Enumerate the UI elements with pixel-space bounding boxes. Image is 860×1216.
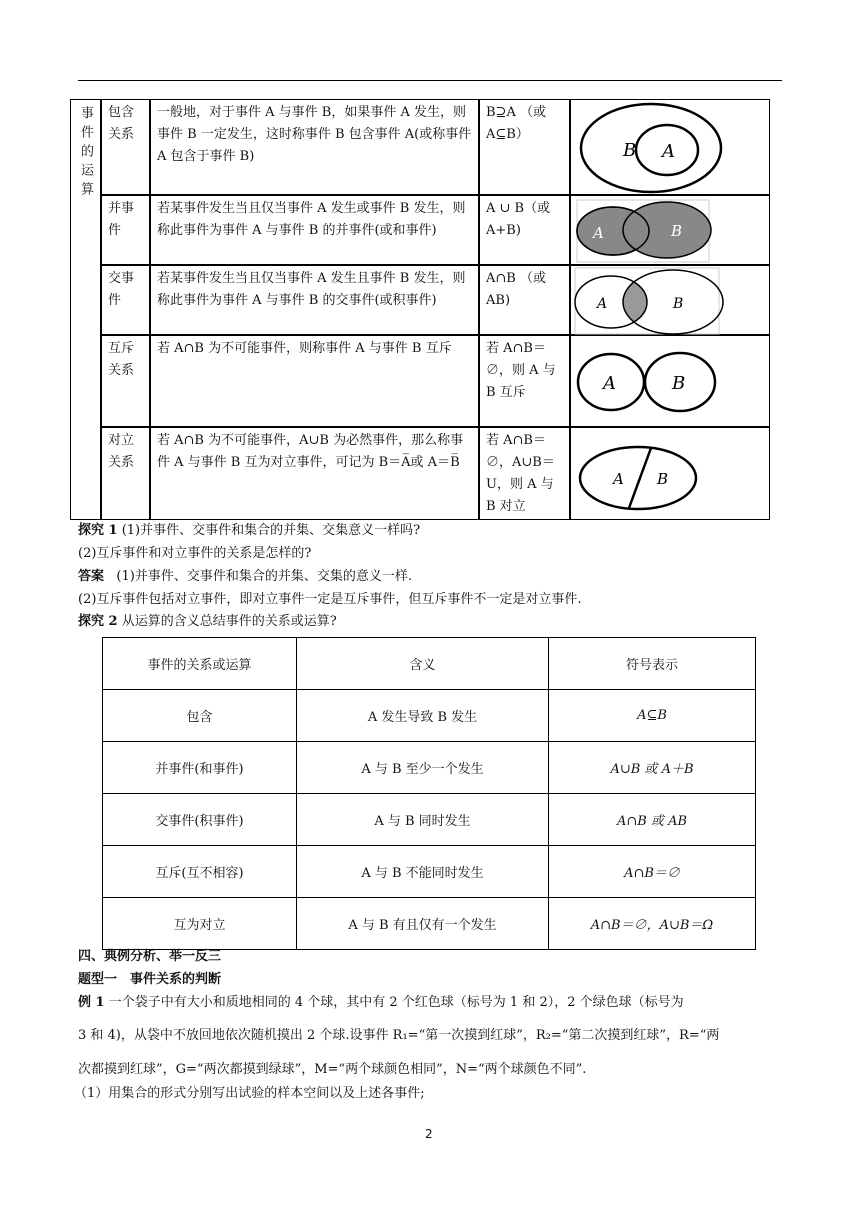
table-cell: A∪B 或 A＋B [549, 742, 756, 794]
table-cell: A 与 B 不能同时发生 [297, 846, 549, 898]
row-name: 并事件 [101, 195, 150, 265]
table-cell: 包含 [103, 690, 297, 742]
example1-line1 [78, 992, 684, 1014]
table-cell: A 与 B 至少一个发生 [297, 742, 549, 794]
example1-text1: 一个袋子中有大小和质地相同的 4 个球，其中有 2 个红色球（标号为 1 和 2），2 个绿色球（标号为 [108, 995, 684, 1010]
header-rule [78, 80, 782, 81]
venn-label: B [657, 470, 669, 488]
table-cell: A 发生导致 B 发生 [297, 690, 549, 742]
table-cell: A∩B 或 AB [549, 794, 756, 846]
row-symbol: B⊇A （或 A⊆B） [479, 99, 570, 195]
table-cell: 互为对立 [103, 898, 297, 950]
group-label: 事件的运算 [70, 99, 101, 520]
venn-intersection [570, 265, 770, 335]
example1-line2: 3 和 4)，从袋中不放回地依次随机摸出 2 个球.设事件 R₁=“第一次摸到红球”，R₂=“第二次摸到红球”，R=“两 [78, 1028, 720, 1043]
table-cell: A 与 B 同时发生 [297, 794, 549, 846]
table-cell: A∩B＝∅ [549, 846, 756, 898]
venn-label: B [671, 222, 683, 240]
row-symbol: A ∪ B（或 A+B) [479, 195, 570, 265]
row-name: 对立关系 [101, 427, 150, 520]
table-cell: A∩B＝∅，A∪B＝Ω [549, 898, 756, 950]
explore1-line1 [78, 520, 420, 542]
venn-label: A [597, 296, 608, 312]
row-symbol: A∩B （或 AB) [479, 265, 570, 335]
row-definition: 若某事件发生当且仅当事件 A 发生且事件 B 发生，则称此事件为事件 A 与事件 B 的交事件(或积事件) [150, 265, 479, 335]
header-cell: 事件的关系或运算 [103, 638, 297, 690]
venn-label: A [662, 141, 675, 162]
answer-1: (1)并事件、交事件和集合的并集、交集的意义一样. [116, 569, 412, 584]
table-cell: 互斥(互不相容) [103, 846, 297, 898]
table-row [103, 690, 756, 742]
header-cell: 符号表示 [549, 638, 756, 690]
answer-label: 答案 [78, 569, 105, 584]
venn-label: B [672, 373, 686, 394]
venn-complementary [570, 427, 770, 520]
explore1-label: 探究 1 [78, 523, 118, 538]
explore2-line [78, 611, 337, 633]
row-definition: 一般地，对于事件 A 与事件 B，如果事件 A 发生，则事件 B 一定发生，这时称事件 B 包含事件 A(或称事件 A 包含于事件 B) [150, 99, 479, 195]
row-definition: 若 A∩B 为不可能事件，则称事件 A 与事件 B 互斥 [150, 335, 479, 427]
venn-label: B [673, 296, 684, 312]
explore1-q2: (2)互斥事件和对立事件的关系是怎样的? [78, 546, 312, 561]
page-number: 2 [425, 1127, 433, 1141]
row-definition: 若 A∩B 为不可能事件，A∪B 为必然事件，那么称事件 A 与事件 B 互为对立事件，可记为 B＝A̅或 A＝B̅ [150, 427, 479, 520]
table-row [103, 742, 756, 794]
header-cell: 含义 [297, 638, 549, 690]
table-cell: 并事件(和事件) [103, 742, 297, 794]
table-header-row [103, 638, 756, 690]
venn-label: A [603, 373, 616, 394]
row-name: 互斥关系 [101, 335, 150, 427]
section-heading: 四、典例分析、举一反三 [78, 949, 222, 964]
venn-label: B [623, 140, 637, 161]
table-cell: A 与 B 有且仅有一个发生 [297, 898, 549, 950]
table-cell: A⊆B [549, 690, 756, 742]
table-row [103, 898, 756, 950]
event-operations-table [70, 99, 770, 520]
explore1-q1: (1)并事件、交事件和集合的并集、交集意义一样吗? [121, 523, 421, 538]
example1-question1: （1）用集合的形式分别写出试验的样本空间以及上述各事件; [74, 1086, 425, 1101]
row-symbol: 若 A∩B＝∅，则 A 与 B 互斥 [479, 335, 570, 427]
venn-containment [570, 99, 770, 195]
event-relation-summary-table [102, 637, 756, 950]
explore1-answer-line [78, 566, 412, 588]
table-cell: 交事件(积事件) [103, 794, 297, 846]
venn-union [570, 195, 770, 265]
question-type-heading: 题型一 事件关系的判断 [78, 972, 222, 987]
venn-label: A [613, 470, 624, 488]
row-name: 包含关系 [101, 99, 150, 195]
row-symbol: 若 A∩B＝∅，A∪B＝U，则 A 与 B 对立 [479, 427, 570, 520]
example1-label: 例 1 [78, 995, 105, 1010]
row-definition: 若某事件发生当且仅当事件 A 发生或事件 B 发生，则称此事件为事件 A 与事件 B 的并事件(或和事件) [150, 195, 479, 265]
table-row [103, 846, 756, 898]
example1-line3: 次都摸到红球”，G=“两次都摸到绿球”，M=“两个球颜色相同”，N=“两个球颜色不同”. [78, 1062, 587, 1077]
explore2-label: 探究 2 [78, 614, 118, 629]
answer-2: (2)互斥事件包括对立事件，即对立事件一定是互斥事件，但互斥事件不一定是对立事件. [78, 592, 582, 607]
row-name: 交事件 [101, 265, 150, 335]
table-row [103, 794, 756, 846]
explore2-text: 从运算的含义总结事件的关系或运算? [121, 614, 337, 629]
venn-label: A [593, 224, 604, 242]
venn-mutually-exclusive [570, 335, 770, 427]
